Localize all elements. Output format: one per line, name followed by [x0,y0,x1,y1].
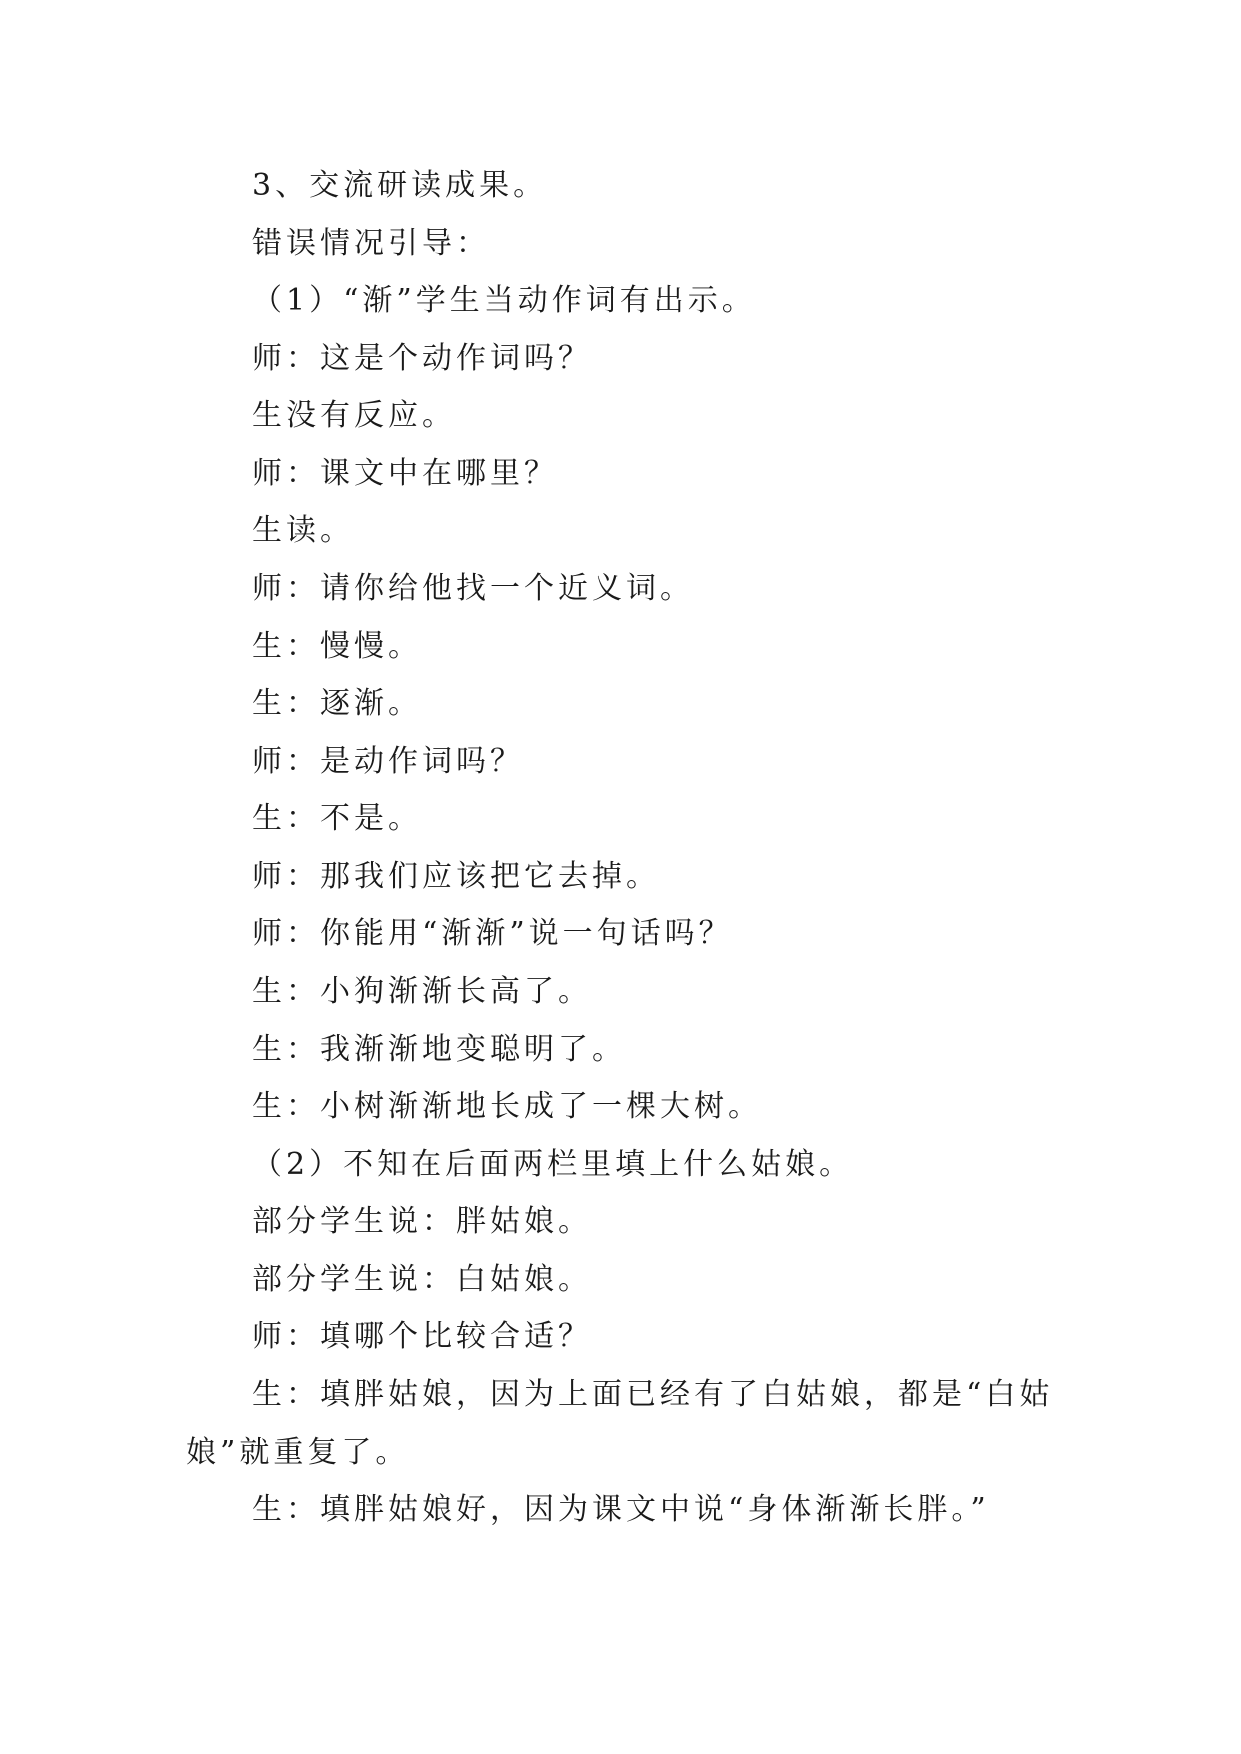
text-line: 3、交流研读成果。 [252,168,548,203]
text-line: 部分学生说：白姑娘。 [252,1262,592,1297]
text-line: 师：填哪个比较合适？ [252,1319,592,1354]
text-line: 生：不是。 [252,801,422,836]
text-line: 生读。 [252,513,354,548]
text-line: 生：小狗渐渐长高了。 [252,974,592,1009]
text-line: 师：请你给他找一个近义词。 [252,571,694,606]
text-line: 生没有反应。 [252,398,456,433]
text-line: 师：那我们应该把它去掉。 [252,859,660,894]
text-line: 娘”就重复了。 [186,1435,410,1470]
text-line: 部分学生说：胖姑娘。 [252,1204,592,1239]
text-line: 生：小树渐渐地长成了一棵大树。 [252,1089,762,1124]
text-line: （1）“渐”学生当动作词有出示。 [252,283,756,318]
text-line: 师：这是个动作词吗？ [252,341,592,376]
text-line: 师：你能用“渐渐”说一句话吗？ [252,916,733,951]
text-line: 生：慢慢。 [252,629,422,664]
text-line: 生：我渐渐地变聪明了。 [252,1032,626,1067]
text-line: 错误情况引导： [252,226,490,261]
text-line: （2）不知在后面两栏里填上什么姑娘。 [252,1147,854,1182]
text-line: 生：填胖姑娘，因为上面已经有了白姑娘，都是“白姑 [252,1377,1054,1412]
text-line: 师：课文中在哪里？ [252,456,558,491]
text-line: 生：逐渐。 [252,686,422,721]
text-line: 师：是动作词吗？ [252,744,524,779]
text-line: 生：填胖姑娘好，因为课文中说“身体渐渐长胖。” [252,1492,990,1527]
